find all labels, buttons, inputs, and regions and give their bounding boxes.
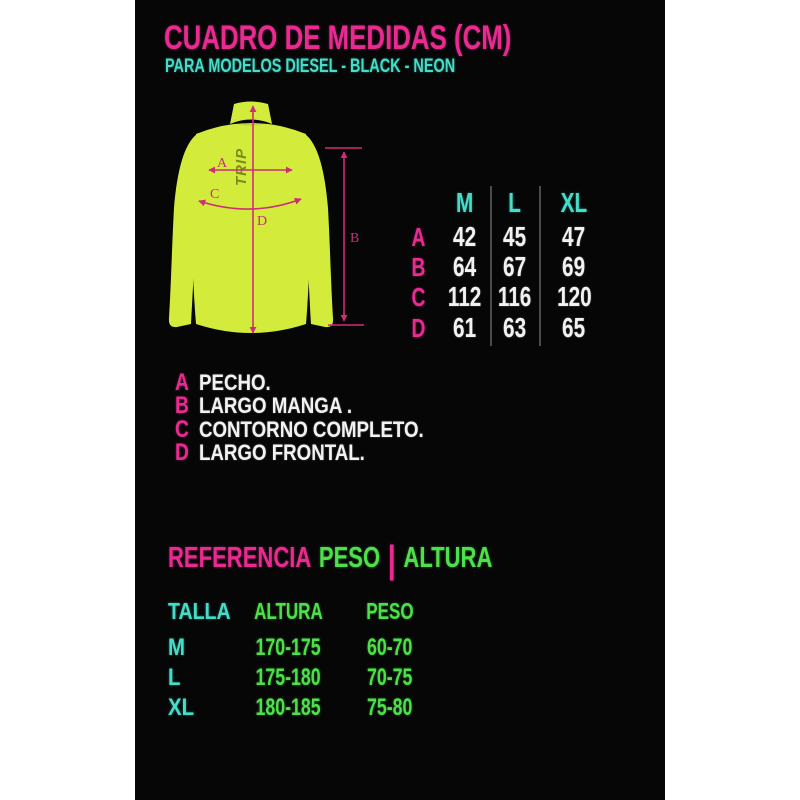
size-row-label-c: C [411, 281, 425, 312]
measurement-legend [175, 368, 463, 467]
size-col-header-l: L [508, 187, 522, 218]
jersey-diagram [160, 96, 390, 348]
size-value-a-m: 42 [453, 221, 477, 252]
ref-size-l: L [168, 664, 181, 691]
reference-word-referencia: REFERENCIA [168, 542, 312, 574]
legend-item-a: A PECHO. [175, 368, 271, 396]
size-value-d-m: 61 [453, 312, 477, 343]
page-title [164, 20, 621, 56]
ref-size-m: M [168, 634, 185, 661]
size-value-b-xl: 69 [562, 251, 586, 282]
ref-altura-m: 170-175 [255, 634, 321, 661]
size-value-a-xl: 47 [562, 221, 586, 252]
size-value-d-xl: 65 [562, 312, 586, 343]
size-value-b-m: 64 [453, 251, 477, 282]
reference-separator: | [387, 539, 396, 581]
ref-peso-xl: 75-80 [366, 694, 413, 721]
reference-header-row [168, 597, 458, 625]
reference-word-peso: PESO [318, 542, 381, 574]
size-col-header-m: M [456, 187, 474, 218]
ref-altura-l: 175-180 [255, 664, 321, 691]
reference-row-m [168, 634, 458, 662]
arrow-label-a: A [217, 156, 228, 171]
ref-size-xl: XL [168, 694, 195, 721]
size-row-label-d: D [411, 312, 425, 343]
reference-row-l [168, 664, 458, 692]
arrow-label-c: C [210, 187, 220, 202]
size-value-c-l: 116 [498, 281, 532, 312]
size-row-label-a: A [411, 221, 425, 252]
jacket-body [192, 123, 310, 333]
size-col-header-xl: XL [560, 187, 588, 218]
ref-header-talla: TALLA [168, 597, 231, 624]
ref-header-peso: PESO [365, 597, 414, 624]
reference-title [168, 539, 595, 581]
ref-altura-xl: 180-185 [255, 694, 321, 721]
size-value-c-xl: 120 [556, 281, 592, 312]
ref-header-altura: ALTURA [253, 597, 323, 624]
page-subtitle-text: PARA MODELOS DIESEL - BLACK - NEON [165, 56, 456, 77]
ref-peso-l: 70-75 [366, 664, 413, 691]
size-value-d-l: 63 [503, 312, 527, 343]
size-table [393, 184, 605, 348]
arrow-label-b: B [350, 231, 360, 246]
size-table-corner [393, 184, 443, 222]
size-row-label-b: B [411, 251, 425, 282]
table-divider [490, 186, 492, 346]
jacket-shape [169, 102, 333, 334]
page-title-text: CUADRO DE MEDIDAS (CM) [164, 19, 512, 57]
reference-row-xl [168, 694, 458, 722]
legend-item-c: C CONTORNO COMPLETO. [175, 415, 424, 443]
size-value-b-l: 67 [503, 251, 527, 282]
arrow-label-d: D [257, 214, 268, 229]
brand-text: TRIP [233, 147, 250, 186]
legend-item-d: D LARGO FRONTAL. [175, 439, 365, 467]
page-subtitle [165, 56, 547, 78]
size-value-c-m: 112 [448, 281, 482, 312]
legend-item-b: B LARGO MANGA . [175, 392, 353, 420]
reference-word-altura: ALTURA [403, 542, 493, 574]
size-value-a-l: 45 [503, 221, 527, 252]
table-divider [539, 186, 541, 346]
ref-peso-m: 60-70 [366, 634, 413, 661]
size-chart-panel [135, 0, 665, 800]
